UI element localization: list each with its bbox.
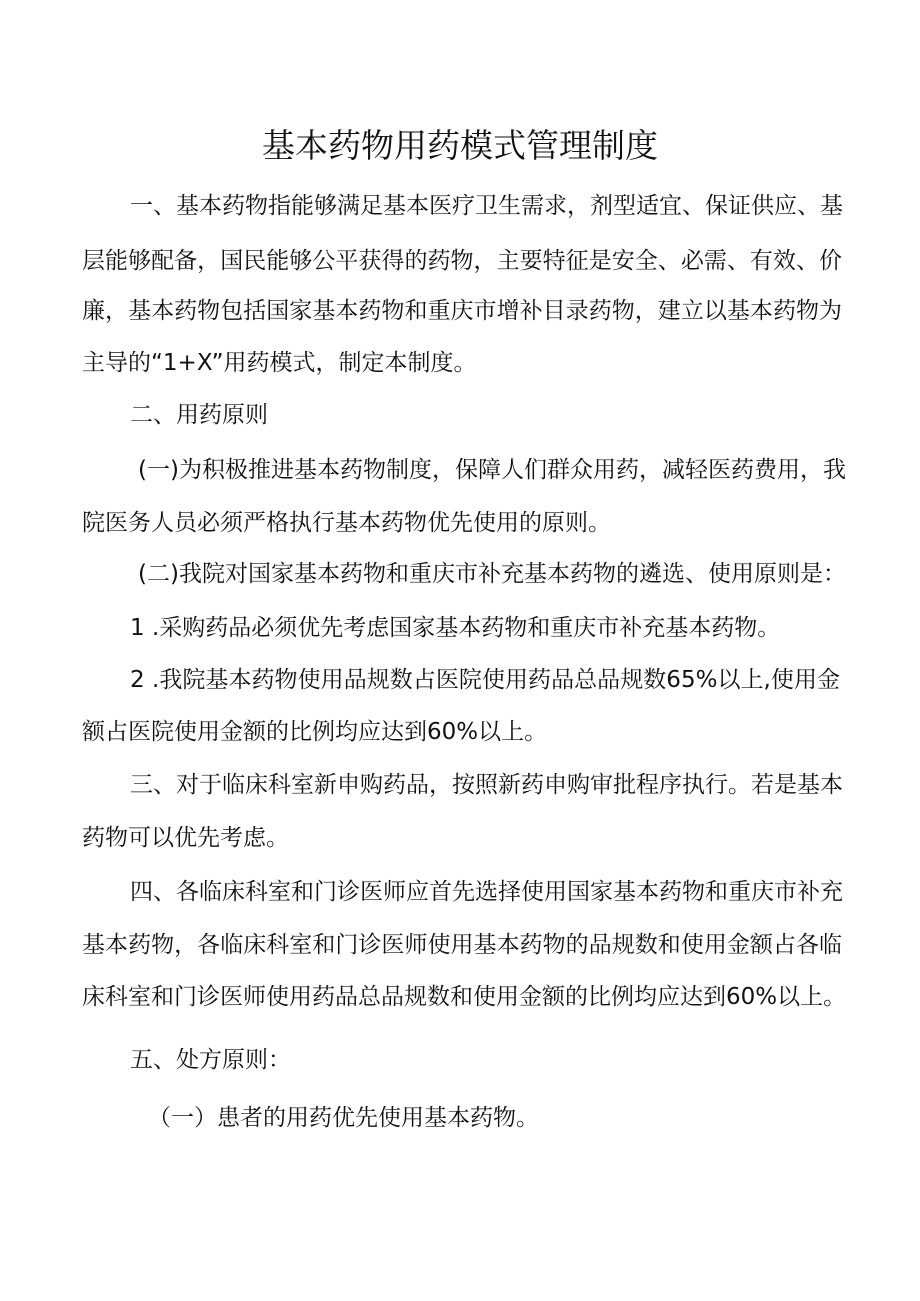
document-title: 基本药物用药模式管理制度 (262, 126, 658, 165)
point-1: 1 .采购药品必须优先考虑国家基本药物和重庆市补充基本药物。 (130, 615, 781, 641)
section-4-line-2: 基本药物，各临床科室和门诊医师使用基本药物的品规数和使用金额占各临 (82, 932, 842, 958)
paragraph-1-line-4: 主导的“1+X”用药模式，制定本制度。 (82, 350, 477, 376)
section-5-item-1: （一）患者的用药优先使用基本药物。 (148, 1105, 539, 1131)
section-4-line-3: 床科室和门诊医师使用药品总品规数和使用金额的比例均应达到60%以上。 (82, 984, 847, 1010)
section-3-line-2: 药物可以优先考虑。 (82, 825, 289, 851)
section-5-heading: 五、处方原则： (130, 1047, 291, 1073)
point-2-line-1: 2 .我院基本药物使用品规数占医院使用药品总品规数65%以上,使用金 (130, 667, 840, 693)
section-3-line-1: 三、对于临床科室新申购药品，按照新药申购审批程序执行。若是基本 (130, 772, 843, 798)
point-2-line-2: 额占医院使用金额的比例均应达到60%以上。 (82, 719, 548, 745)
paragraph-1-line-1: 一、基本药物指能够满足基本医疗卫生需求，剂型适宜、保证供应、基 (130, 193, 843, 219)
paragraph-1-line-2: 层能够配备，国民能够公平获得的药物，主要特征是安全、必需、有效、价 (82, 248, 842, 274)
item-1-line-1: (一)为积极推进基本药物制度，保障人们群众用药，减轻医药费用，我 (138, 457, 846, 483)
item-2-line-1: (二)我院对国家基本药物和重庆市补充基本药物的遴选、使用原则是： (138, 561, 846, 587)
section-4-line-1: 四、各临床科室和门诊医师应首先选择使用国家基本药物和重庆市补充 (130, 879, 843, 905)
item-1-line-2: 院医务人员必须严格执行基本药物优先使用的原则。 (82, 510, 611, 536)
section-2-heading: 二、用药原则 (130, 402, 268, 428)
paragraph-1-line-3: 廉，基本药物包括国家基本药物和重庆市增补目录药物，建立以基本药物为 (82, 298, 842, 324)
